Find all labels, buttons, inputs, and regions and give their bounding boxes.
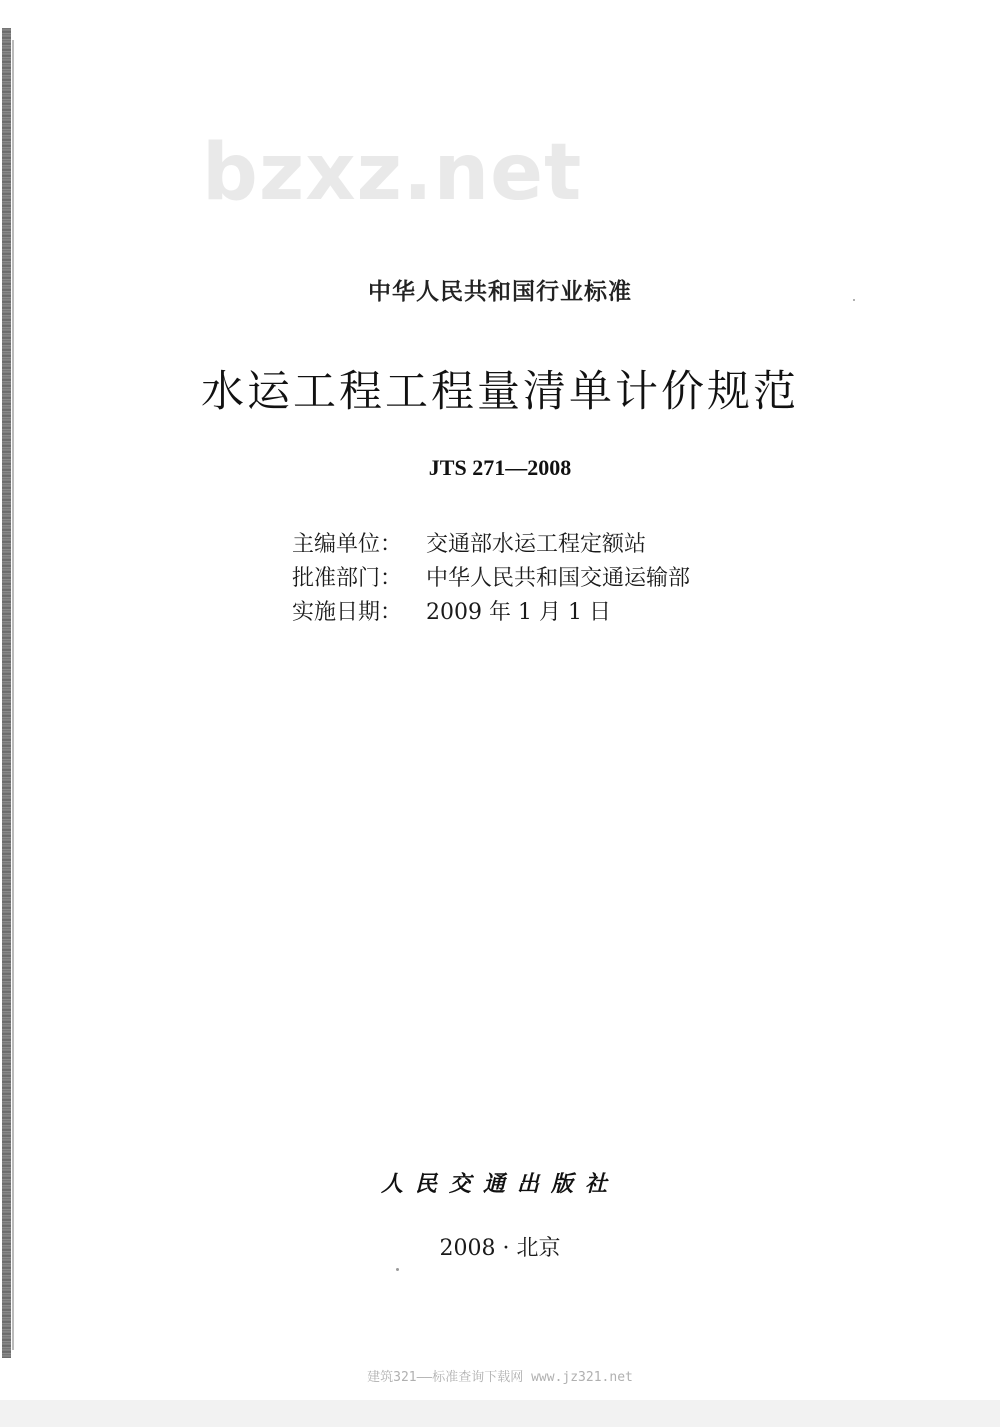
binding-edge (2, 28, 11, 1358)
industry-standard-heading: 中华人民共和国行业标准 (368, 279, 632, 305)
scan-speck (853, 299, 855, 301)
site-footer: 建筑321——标准查询下载网 www.jz321.net (367, 1370, 633, 1385)
publisher-name: 人民交通出版社 (380, 1171, 619, 1197)
page-title: 水运工程工程量清单计价规范 (201, 367, 799, 417)
meta-block (292, 528, 690, 630)
meta-value: 中华人民共和国交通运输部 (426, 566, 691, 591)
bottom-bar (0, 1400, 1000, 1427)
standard-code: JTS 271—2008 (428, 455, 572, 480)
meta-row-editor (292, 528, 690, 562)
meta-label: 主编单位： (292, 532, 403, 557)
meta-row-approver (292, 562, 690, 596)
scan-speck (396, 1268, 399, 1271)
meta-value: 2009 年 1 月 1 日 (426, 600, 611, 625)
meta-value: 交通部水运工程定额站 (426, 532, 647, 557)
meta-label: 实施日期： (292, 600, 403, 625)
publication-place-year: 2008 · 北京 (439, 1236, 561, 1261)
watermark: bzxz.net (202, 128, 583, 218)
binding-edge-line (12, 40, 14, 1350)
meta-row-effective-date (292, 596, 690, 630)
meta-label: 批准部门： (292, 566, 403, 591)
